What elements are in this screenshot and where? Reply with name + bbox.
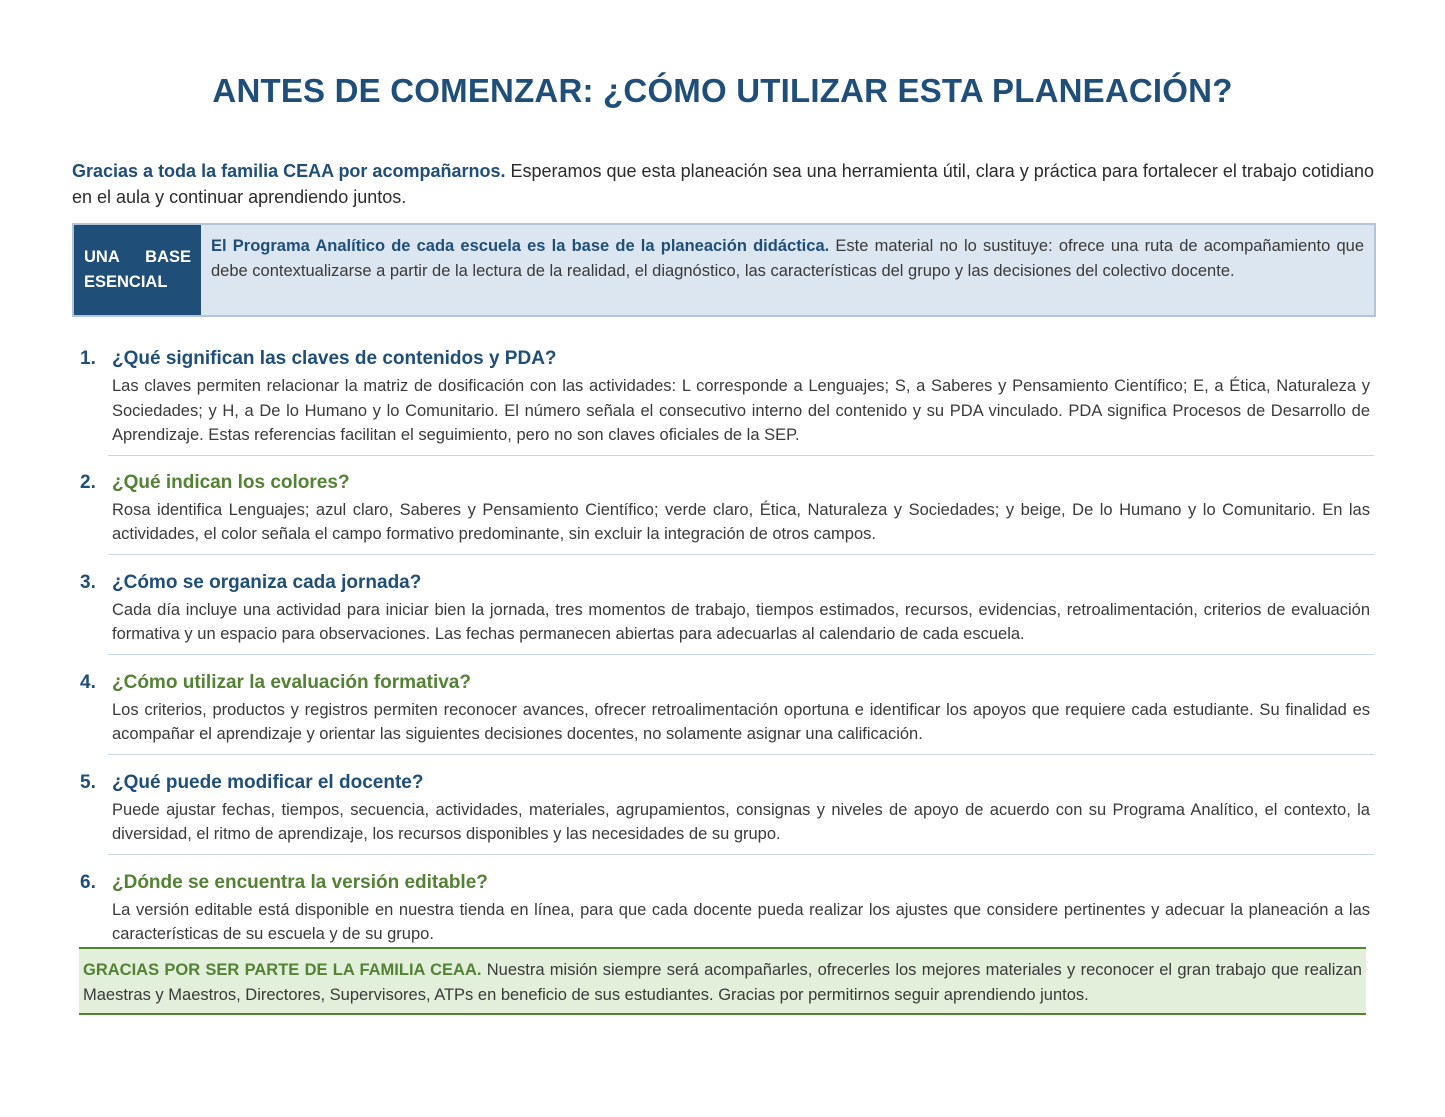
intro-text: Esperamos que esta planeación sea una herramienta útil, clara y práctica para fortalecer el trabajo cotidiano en el aula y continuar aprendiendo juntos.	[72, 161, 1374, 207]
faq-answer: La versión editable está disponible en nuestra tienda en línea, para que cada docente pueda realizar los ajustes que considere pertinentes y adecuar la planeación a las características de su escuela y de su grupo.	[112, 900, 1370, 943]
base-lead: El Programa Analítico de cada escuela es la base de la planeación didáctica.	[211, 237, 830, 255]
faq-item	[72, 868, 1374, 955]
base-text	[201, 225, 1374, 315]
base-label-word2: BASE	[145, 248, 191, 266]
faq-question: ¿Qué significan las claves de contenidos y PDA?	[112, 348, 557, 369]
thanks-callout	[79, 947, 1366, 1015]
thanks-lead: GRACIAS POR SER PARTE DE LA FAMILIA CEAA.	[83, 961, 482, 979]
base-label-word1: UNA	[84, 248, 120, 266]
base-body: Este material no lo sustituye: ofrece una ruta de acompañamiento que debe contextualizarse a partir de la lectura de la realidad, el diagnóstico, las características del grupo y las decisiones del colectivo docente.	[211, 237, 1364, 280]
faq-divider	[108, 854, 1374, 855]
faq-question: ¿Dónde se encuentra la versión editable?	[112, 871, 488, 893]
faq-divider	[108, 754, 1374, 755]
page-title: ANTES DE COMENZAR: ¿CÓMO UTILIZAR ESTA PLANEACIÓN?	[212, 72, 1233, 109]
faq-number: 6.	[80, 871, 96, 893]
faq-question: ¿Qué puede modificar el docente?	[112, 771, 424, 793]
intro-paragraph	[72, 158, 1374, 210]
faq-item	[72, 568, 1374, 655]
faq-answer: Rosa identifica Lenguajes; azul claro, Saberes y Pensamiento Científico; verde claro, Ética, Naturaleza y Sociedades; y beige, De lo Humano y lo Comunitario. En las actividades, el color señala el campo formativo predominante, sin excluir la integración de otros campos.	[112, 500, 1370, 543]
thanks-text: Nuestra misión siempre será acompañarles, ofrecerles los mejores materiales y reconocer el gran trabajo que realizan Maestras y Maestros, Directores, Supervisores, ATPs en beneficio de sus estudiantes. Gracias por permitirnos seguir aprendiendo juntos.	[83, 961, 1362, 1004]
faq-list	[72, 344, 1374, 955]
faq-divider	[108, 554, 1374, 555]
faq-item	[72, 468, 1374, 555]
faq-answer: Cada día incluye una actividad para iniciar bien la jornada, tres momentos de trabajo, tiempos estimados, recursos, evidencias, retroalimentación, criterios de evaluación formativa y un espacio para observaciones. Las fechas permanecen abiertas para adecuarlas al calendario de cada escuela.	[112, 600, 1370, 643]
faq-item	[72, 768, 1374, 855]
faq-divider	[108, 654, 1374, 655]
faq-number: 1.	[80, 348, 96, 369]
faq-divider	[108, 455, 1374, 456]
faq-answer: Puede ajustar fechas, tiempos, secuencia, actividades, materiales, agrupamientos, consignas y niveles de apoyo de acuerdo con su Programa Analítico, el contexto, la diversidad, el ritmo de aprendizaje, los recursos disponibles y las necesidades de su grupo.	[112, 800, 1370, 843]
base-label-line2: ESENCIAL	[84, 273, 168, 291]
faq-item	[72, 344, 1374, 456]
faq-number: 3.	[80, 571, 96, 593]
faq-answer: Los criterios, productos y registros permiten reconocer avances, ofrecer retroalimentación oportuna e identificar los apoyos que requiere cada estudiante. Su finalidad es acompañar el aprendizaje y orientar las siguientes decisiones docentes, no solamente asignar una calificación.	[112, 700, 1370, 743]
base-callout	[72, 223, 1376, 317]
intro-lead: Gracias a toda la familia CEAA por acompañarnos.	[72, 161, 506, 181]
faq-number: 4.	[80, 671, 96, 693]
faq-item	[72, 668, 1374, 755]
faq-question: ¿Cómo se organiza cada jornada?	[112, 571, 422, 593]
faq-number: 5.	[80, 771, 96, 793]
faq-number: 2.	[80, 471, 96, 493]
faq-question: ¿Cómo utilizar la evaluación formativa?	[112, 671, 471, 693]
faq-question: ¿Qué indican los colores?	[112, 471, 350, 493]
base-label	[74, 225, 201, 315]
faq-answer: Las claves permiten relacionar la matriz de dosificación con las actividades: L corresponde a Lenguajes; S, a Saberes y Pensamiento Científico; E, a Ética, Naturaleza y Sociedades; y H, a De lo Humano y lo Comunitario. El número señala el consecutivo interno del contenido y su PDA vinculado. PDA significa Procesos de Desarrollo de Aprendizaje. Estas referencias facilitan el seguimiento, pero no son claves oficiales de la SEP.	[112, 377, 1370, 444]
